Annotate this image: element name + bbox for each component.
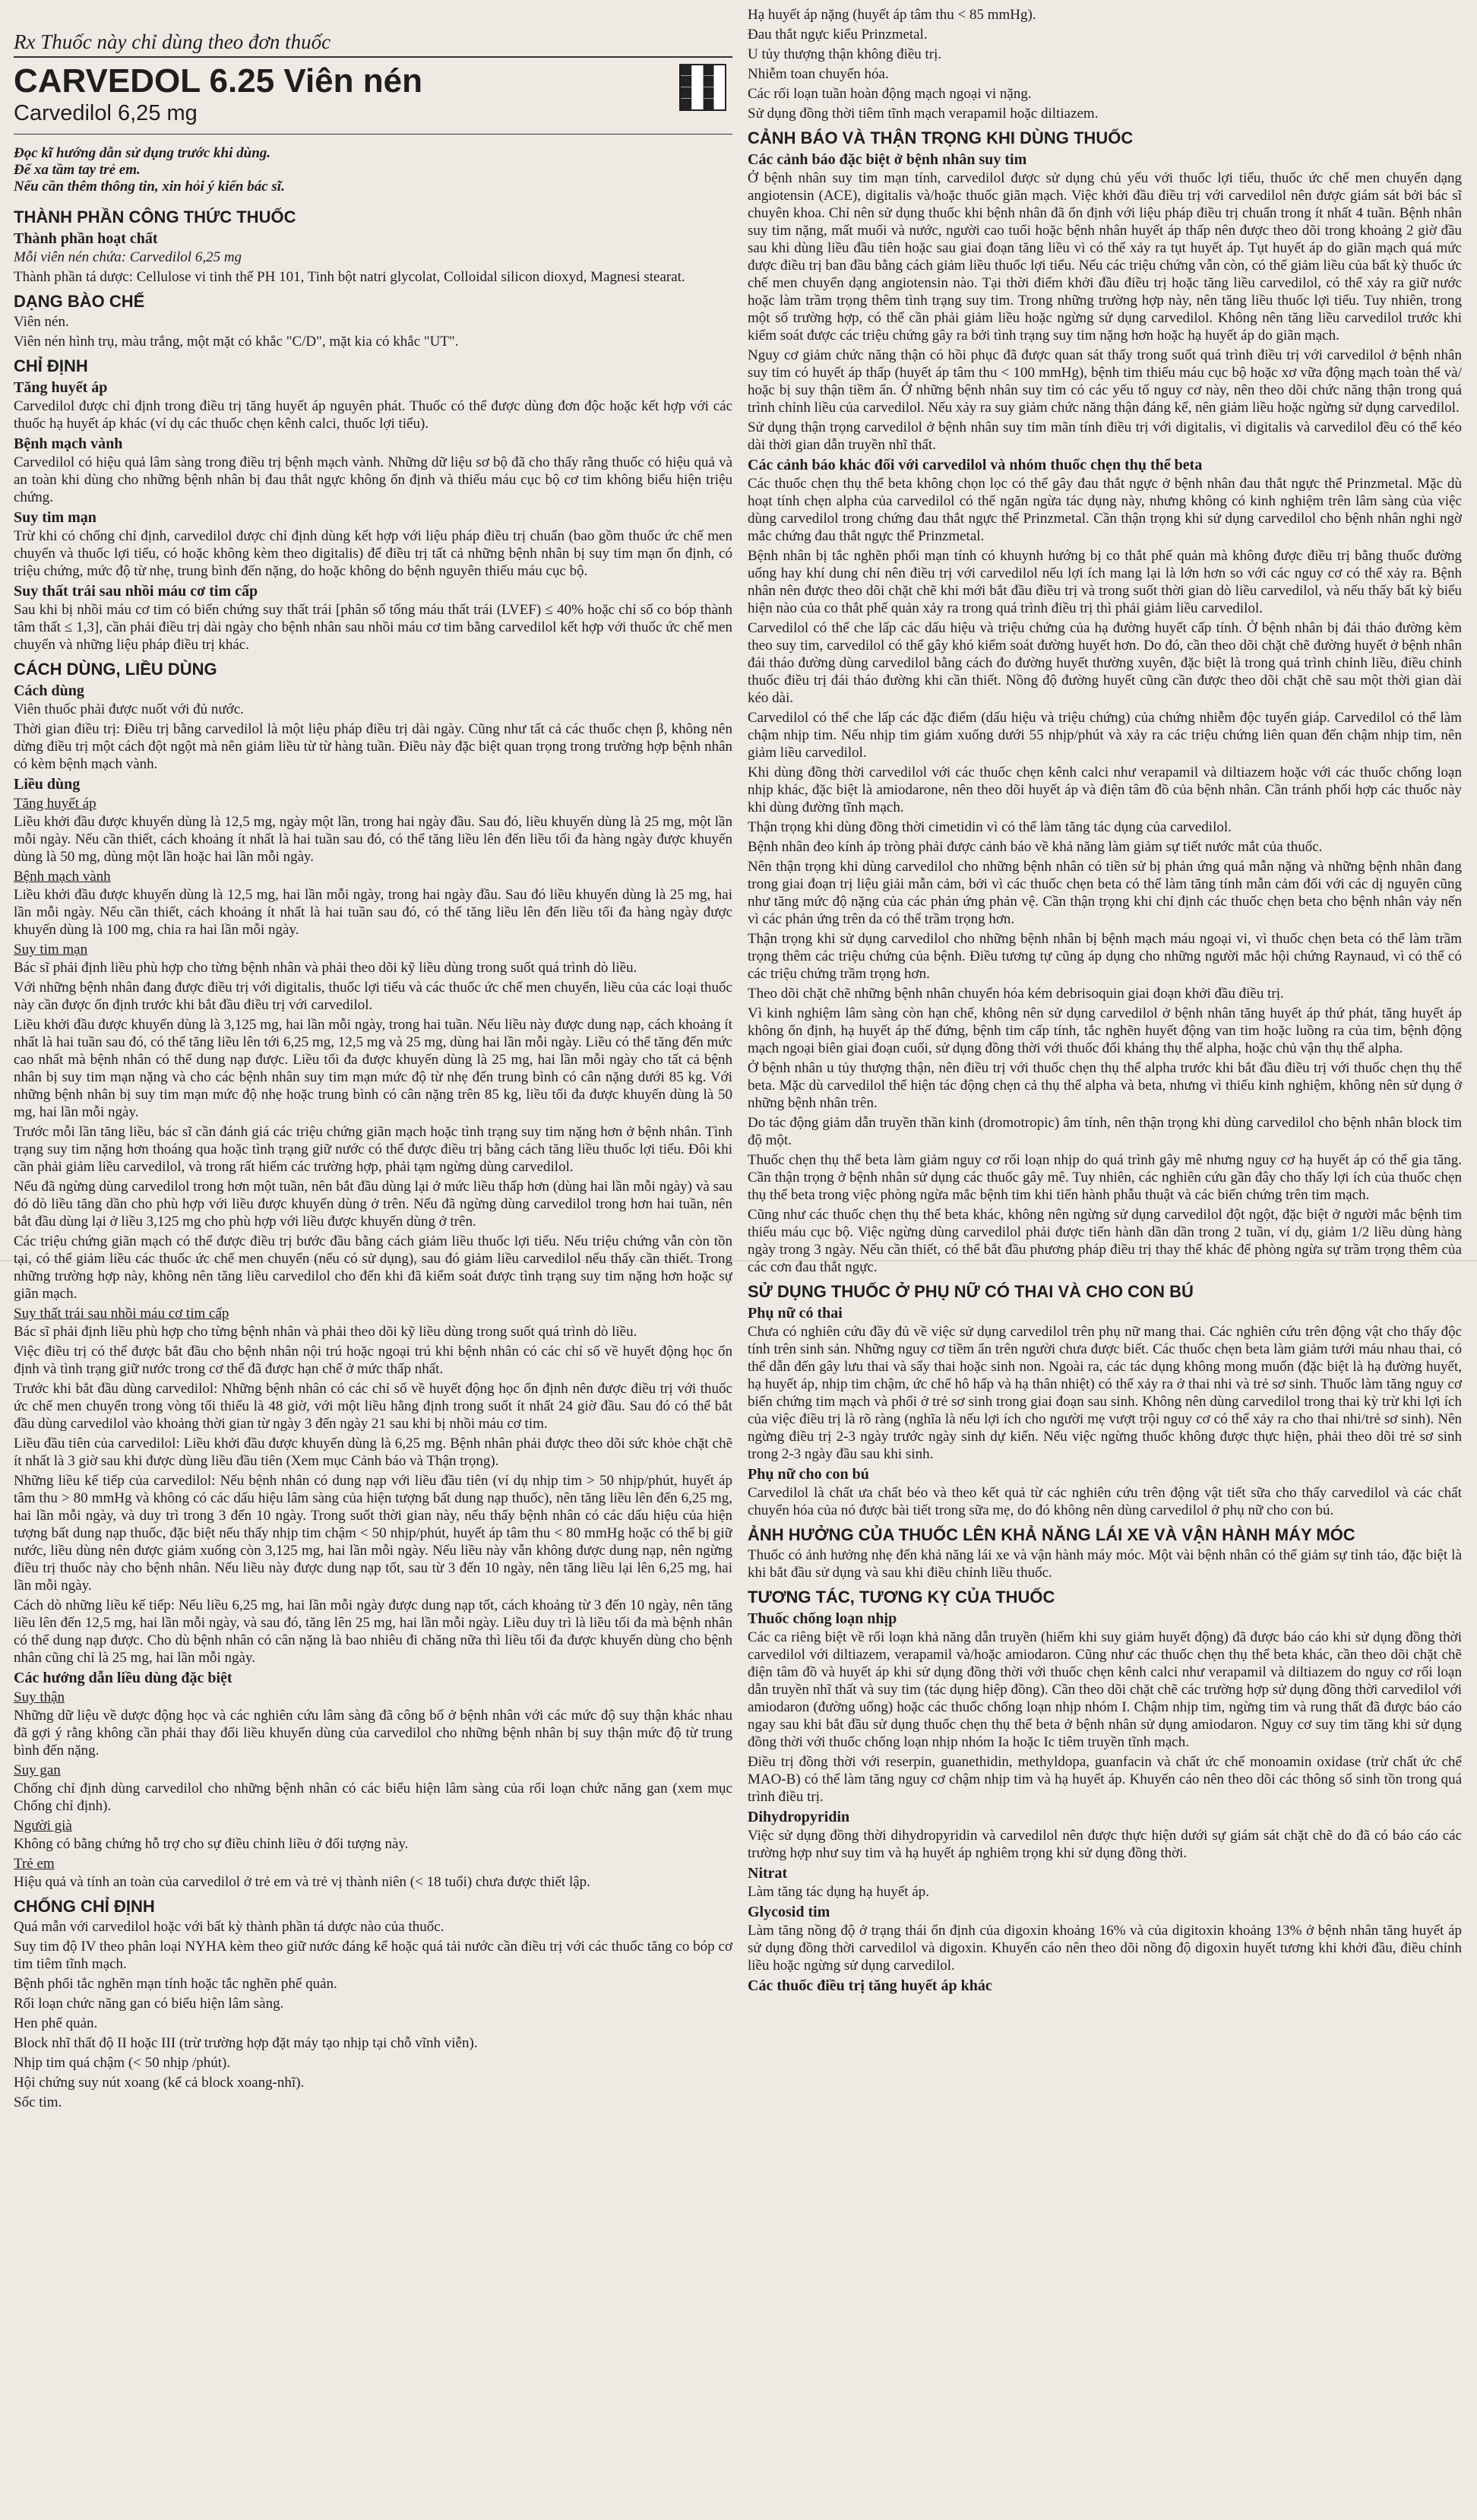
subheading: Dihydropyridin [748, 1809, 850, 1825]
product-header [14, 56, 732, 135]
list-item: Rối loạn chức năng gan có biểu hiện lâm sàng. [14, 1996, 284, 2012]
paragraph: Các triệu chứng giãn mạch có thể được điều trị bước đầu bằng cách giảm liều thuốc lợi tiểu. Nếu triệu chứng vẫn còn tồn tại, có thể giảm liều các thuốc ức chế men chuyển (nếu có sử dụng), sau đó giảm liều carvedilol nếu thấy cần thiết. Trong những trường hợp này, không nên tăng liều carvedilol cho đến khi đã kiểm soát được tình trạng suy tim nặng hơn hoặc sự giãn mạch. [14, 1233, 732, 1302]
right-column [748, 6, 1462, 2488]
section-heading: DẠNG BÀO CHẾ [14, 292, 145, 311]
underlined-heading: Suy gan [14, 1762, 61, 1778]
paragraph: Carvedilol có thể che lấp các đặc điểm (dấu hiệu và triệu chứng) của chứng nhiễm độc tuyến giáp. Carvedilol có thể làm chậm nhịp tim. Nếu nhịp tim giảm xuống dưới 55 nhịp/phút và xảy ra các triệu chứng liên quan đến chậm nhịp tim, nên giảm liều carvedilol. [748, 710, 1462, 761]
paragraph: Các ca riêng biệt về rối loạn khả năng dẫn truyền (hiếm khi suy giảm huyết động) đã được báo cáo khi sử dụng đồng thời carvedilol với diltiazem, verapamil và/hoặc amiodaron. Cũng như các thuốc chẹn thụ thể beta khác, cần theo dõi chặt chẽ điện tâm đồ và huyết áp khi sử dụng đồng thời với thuốc chẹn kênh calci như verapamil và diltiazem do nguy cơ rối loạn dẫn truyền nhĩ thất và suy tim (tác dụng hiệp đồng). Cần theo dõi chặt chẽ các trường hợp sử dụng đồng thời carvedilol với amiodaron (đường uống) hoặc các thuốc chống loạn nhịp nhóm I. Chậm nhịp tim, ngừng tim và rung thất đã được báo cáo ngay sau khi bắt đầu sử dụng thuốc chẹn thụ thể beta ở bệnh nhân sử dụng amiodaron. Nguy cơ suy tim tăng khi sử dụng đồng thời với thuốc chống loạn nhịp nhóm Ia hoặc Ic tiêm truyền tĩnh mạch. [748, 1629, 1462, 1750]
paragraph: Carvedilol có thể che lấp các dấu hiệu và triệu chứng của hạ đường huyết cấp tính. Ở bệnh nhân bị đái tháo đường kèm theo suy tim, carvedilol có thể gây khó kiểm soát đường huyết hơn. Do đó, cần theo dõi chặt chẽ đường huyết ở bệnh nhân đái tháo đường dùng carvedilol bằng cách đo đường huyết thường xuyên, đặc biệt là trong quá trình chỉnh liều, điều chỉnh thuốc điều trị đái tháo đường khi cần thiết. Nồng độ đường huyết cũng cần được theo dõi chặt chẽ sau một thời gian dài kéo dài. [748, 620, 1462, 706]
subheading: Phụ nữ cho con bú [748, 1466, 869, 1483]
paragraph: Việc sử dụng đồng thời dihydropyridin và carvedilol nên được thực hiện dưới sự giám sát chặt chẽ do đã có báo cáo các trường hợp như suy tim và hạ huyết áp nghiêm trọng khi sử dụng đồng thời. [748, 1828, 1462, 1861]
subheading: Các hướng dẫn liều dùng đặc biệt [14, 1670, 232, 1686]
paragraph: Nếu đã ngừng dùng carvedilol trong hơn một tuần, nên bắt đầu dùng lại ở mức liều thấp hơn (dùng hai lần mỗi ngày) và sau đó dò liều tăng dần cho phù hợp với liều được khuyến dùng ở trên. Nếu đã ngừng dùng carvedilol trong hơn hai tuần, nên bắt đầu dùng lại ở liều 3,125 mg cho phù hợp với liều được khuyến dùng ở trên. [14, 1179, 732, 1230]
subheading: Cách dùng [14, 682, 84, 699]
paragraph: Carvedilol được chỉ định trong điều trị tăng huyết áp nguyên phát. Thuốc có thể được dùng đơn độc hoặc kết hợp với các thuốc hạ huyết áp khác (ví dụ các thuốc chẹn kênh calci, thuốc lợi tiểu). [14, 398, 732, 432]
paragraph: Mỗi viên nén chứa: Carvedilol 6,25 mg [14, 249, 242, 265]
underlined-heading: Suy thận [14, 1689, 65, 1705]
section-heading: CHỈ ĐỊNH [14, 356, 88, 375]
paragraph: Làm tăng nồng độ ở trạng thái ổn định của digoxin khoảng 16% và của digitoxin khoảng 13% ở bệnh nhân tăng huyết áp sử dụng đồng thời carvedilol và digoxin. Khuyến cáo nên theo dõi nồng độ digoxin huyết tương khi khởi đầu, điều chỉnh liều hoặc ngừng sử dụng carvedilol. [748, 1923, 1462, 1974]
paragraph: Chưa có nghiên cứu đầy đủ về việc sử dụng carvedilol trên phụ nữ mang thai. Các nghiên cứu trên động vật cho thấy độc tính trên sinh sản. Những nguy cơ tiềm ẩn trên người chưa được biết. Các thuốc chẹn beta làm giảm tưới máu nhau thai, có thể dẫn đến gây lưu thai và sẩy thai hoặc sinh non. Ngoài ra, các tác dụng không mong muốn (đặc biệt là hạ đường huyết, hạ huyết áp, nhịp tim chậm, ức chế hô hấp và hạ thân nhiệt) có thể xảy ra ở thai nhi và trẻ sơ sinh. Thuốc làm tăng nguy cơ biến chứng tim mạch và phổi ở trẻ sơ sinh trong giai đoạn sau sinh. Không nên dùng carvedilol trong thai kỳ trừ khi lợi ích của việc điều trị là rõ ràng (nghĩa là nếu lợi ích cho người mẹ vượt trội nguy cơ có thể xảy ra cho thai nhi/trẻ sơ sinh). Nên ngừng điều trị 2-3 ngày trước ngày sinh dự kiến. Nếu việc ngừng thuốc không được thực hiện, phải theo dõi trẻ sơ sinh trong 2-3 ngày đầu sau khi sinh. [748, 1324, 1462, 1462]
list-item: Hội chứng suy nút xoang (kể cả block xoang-nhĩ). [14, 2075, 305, 2091]
subheading: Nitrat [748, 1865, 788, 1882]
underlined-heading: Suy tim mạn [14, 942, 88, 958]
paragraph: Thành phần tá dược: Cellulose vi tinh thể PH 101, Tinh bột natri glycolat, Colloidal silicon dioxyd, Magnesi stearat. [14, 269, 685, 285]
subheading: Suy tim mạn [14, 509, 96, 526]
subheading: Các cảnh báo đặc biệt ở bệnh nhân suy tim [748, 151, 1027, 168]
paragraph: Chống chỉ định dùng carvedilol cho những bệnh nhân có các biểu hiện lâm sàng của rối loạn chức năng gan (xem mục Chống chỉ định). [14, 1781, 732, 1814]
paragraph: Trước khi bắt đầu dùng carvedilol: Những bệnh nhân có các chỉ số về huyết động học ổn định nên được điều trị với thuốc ức chế men chuyển trong vòng tối thiểu là 48 giờ, với một liều hằng định trong suốt ít nhất 24 giờ đầu. Sau đó có thể bắt đầu dùng carvedilol vào khoảng thời gian từ ngày 3 đến ngày 21 sau khi bị nhồi máu cơ tim. [14, 1381, 732, 1432]
paragraph: Hiệu quả và tính an toàn của carvedilol ở trẻ em và trẻ vị thành niên (< 18 tuổi) chưa được thiết lập. [14, 1874, 590, 1890]
paragraph: Bác sĩ phải định liều phù hợp cho từng bệnh nhân và phải theo dõi kỹ liều dùng trong suốt quá trình dò liều. [14, 1324, 637, 1340]
paragraph: Viên nén hình trụ, màu trắng, một mặt có khắc "C/D", mặt kia có khắc "UT". [14, 334, 459, 350]
underlined-heading: Suy thất trái sau nhồi máu cơ tim cấp [14, 1306, 229, 1322]
paragraph: Nguy cơ giảm chức năng thận có hồi phục đã được quan sát thấy trong suốt quá trình điều trị với carvedilol ở bệnh nhân suy tim có huyết áp thấp (huyết áp tâm thu < 100 mmHg), bệnh tim thiếu máu cục bộ hoặc xơ vữa động mạch toàn thể và/ hoặc bị suy thận tiềm ẩn. Ở những bệnh nhân suy tim có các yếu tố nguy cơ này, nên theo dõi chức năng thận trong quá trình chỉnh liều của carvedilol. Nếu xảy ra suy giảm chức năng thận đáng kể, nên giảm liều hoặc ngừng sử dụng carvedilol. [748, 347, 1462, 416]
subheading: Các cảnh báo khác đối với carvedilol và nhóm thuốc chẹn thụ thể beta [748, 457, 1203, 473]
paragraph: Những dữ liệu về dược động học và các nghiên cứu lâm sàng đã công bố ở bệnh nhân với các mức độ suy thận khác nhau đã gợi ý rằng không cần phải thay đổi liều khuyến dùng của carvedilol cho những bệnh nhân bị suy thận mức độ từ trung bình đến nặng. [14, 1708, 732, 1759]
subheading: Thuốc chống loạn nhịp [748, 1610, 897, 1627]
warning-notes [14, 145, 732, 195]
paragraph: Với những bệnh nhân đang được điều trị với digitalis, thuốc lợi tiểu và các thuốc ức chế men chuyển, liều của các loại thuốc này cần được ổn định trước khi bắt đầu điều trị với carvedilol. [14, 980, 732, 1013]
paragraph: Sử dụng thận trọng carvedilol ở bệnh nhân suy tim mãn tính điều trị với digitalis, vì digitalis và carvedilol đều có thể kéo dài thời gian dẫn truyền nhĩ thất. [748, 419, 1462, 453]
paragraph: Các thuốc chẹn thụ thể beta không chọn lọc có thể gây đau thắt ngực ở bệnh nhân đau thắt ngực thể Prinzmetal. Mặc dù hoạt tính chẹn alpha của carvedilol có thể ngăn ngừa tác dụng này, nhưng không có kinh nghiệm trên lâm sàng của việc dùng carvedilol trong chứng đau thắt ngực thể Prinzmetal. Cần thận trọng khi sử dụng carvedilol cho bệnh nhân nghi ngờ mắc chứng đau thắt ngực thể Prinzmetal. [748, 476, 1462, 544]
product-subtitle: Carvedilol 6,25 mg [14, 101, 198, 125]
subheading: Phụ nữ có thai [748, 1305, 843, 1322]
paragraph: Thận trọng khi dùng đồng thời cimetidin vì có thể làm tăng tác dụng của carvedilol. [748, 819, 1232, 835]
checker-logo-icon [679, 64, 726, 111]
list-item: Block nhĩ thất độ II hoặc III (trừ trường hợp đặt máy tạo nhịp tại chỗ vĩnh viễn). [14, 2035, 478, 2051]
section-heading: SỬ DỤNG THUỐC Ở PHỤ NỮ CÓ THAI VÀ CHO CON BÚ [748, 1282, 1194, 1301]
paragraph: Những liều kế tiếp của carvedilol: Nếu bệnh nhân có dung nạp với liều đầu tiên (ví dụ nhịp tim > 50 nhịp/phút, huyết áp tâm thu > 80 mmHg và không có các dấu hiệu lâm sàng của hiện tượng bất dung nạp thuốc), nên tăng liều lên đến 6,25 mg, hai lần mỗi ngày, và duy trì trong 3 đến 10 ngày. Trong suốt thời gian này, nếu thấy bệnh nhân có các dấu hiệu của hiện tượng bất dung nạp thuốc, đặc biệt nếu thấy nhịp tim chậm < 50 nhịp/phút, huyết áp tâm thu < 80 mmHg hoặc có thể bị giữ nước, liều dùng nên được giảm xuống còn 3,125 mg, hai lần mỗi ngày. Nếu liều này vẫn không được dung nạp, nên ngừng điều trị thuốc này cho bệnh nhân. Nếu liều này được dung nạp tốt, sau từ 3 đến 10 ngày, nên tăng liều lại lên 6,25 mg, hai lần mỗi ngày. [14, 1473, 732, 1594]
paragraph: Viên thuốc phải được nuốt với đủ nước. [14, 701, 244, 717]
paragraph: Cũng như các thuốc chẹn thụ thể beta khác, không nên ngừng sử dụng carvedilol đột ngột, đặc biệt ở người mắc bệnh tim thiếu máu cục bộ. Việc ngừng dùng carvedilol phải được tiến hành dần dần trong 2 tuần, ví dụ, giảm 1/2 liều dùng hàng ngày trong 3 ngày. Nếu cần thiết, có thể bắt đầu phương pháp điều trị thay thế khác để phòng ngừa sự trầm trọng thêm của các cơn đau thắt ngực. [748, 1207, 1462, 1275]
section-heading: CẢNH BÁO VÀ THẬN TRỌNG KHI DÙNG THUỐC [748, 128, 1134, 147]
paragraph: Nên thận trọng khi dùng carvedilol cho những bệnh nhân có tiền sử bị phản ứng quá mẫn nặng và những bệnh nhân đang trong giai đoạn trị liệu giải mẫn cảm, bởi vì các thuốc chẹn beta có thể làm tăng tính mẫn cảm đối với các dị nguyên cũng như tăng mức độ nặng của các phản ứng phản vệ. Cần thận trọng khi chỉ định các thuốc chẹn beta cho bệnh nhân vảy nến vì các phản ứng trên da có thể trầm trọng hơn. [748, 859, 1462, 927]
paragraph: Điều trị đồng thời với reserpin, guanethidin, methyldopa, guanfacin và chất ức chế monoamin oxidase (trừ chất ức chế MAO-B) có thể làm tăng nguy cơ chậm nhịp tim và hạ huyết áp. Khuyến cáo nên theo dõi các thông số sinh tồn trong quá trình điều trị. [748, 1754, 1462, 1805]
note-line: Đọc kĩ hướng dẫn sử dụng trước khi dùng. [14, 145, 271, 161]
underlined-heading: Trẻ em [14, 1856, 55, 1872]
subheading: Suy thất trái sau nhồi máu cơ tim cấp [14, 583, 258, 600]
underlined-heading: Tăng huyết áp [14, 796, 96, 812]
subheading: Bệnh mạch vành [14, 435, 123, 452]
list-item: Sử dụng đồng thời tiêm tĩnh mạch verapamil hoặc diltiazem. [748, 106, 1099, 122]
section-heading: TƯƠNG TÁC, TƯƠNG KỴ CỦA THUỐC [748, 1588, 1055, 1607]
subheading: Tăng huyết áp [14, 379, 108, 396]
paragraph: Sau khi bị nhồi máu cơ tim có biến chứng suy thất trái [phân số tống máu thất trái (LVEF) ≤ 40% hoặc chỉ số co bóp thành tâm thất ≤ 1,3], cần phải điều trị dài ngày cho bệnh nhân sau nhồi máu cơ tim bằng carvedilol kết hợp với thuốc ức chế men chuyển và những liệu pháp điều trị khác. [14, 602, 732, 653]
section-heading: CHỐNG CHỈ ĐỊNH [14, 1897, 155, 1916]
paragraph: Không có bằng chứng hỗ trợ cho sự điều chỉnh liều ở đối tượng này. [14, 1836, 409, 1852]
list-item: Nhịp tim quá chậm (< 50 nhịp /phút). [14, 2055, 231, 2071]
list-item: Suy tim độ IV theo phân loại NYHA kèm theo giữ nước đáng kể hoặc quá tải nước cần điều trị với các thuốc tăng co bóp cơ tim tiêm tĩnh mạch. [14, 1939, 732, 1972]
underlined-heading: Người già [14, 1818, 72, 1834]
subheading: Glycosid tim [748, 1904, 830, 1920]
list-item: Bệnh phổi tắc nghẽn mạn tính hoặc tắc nghẽn phế quản. [14, 1976, 337, 1992]
paragraph: Liều khởi đầu được khuyến dùng là 3,125 mg, hai lần mỗi ngày, trong hai tuần. Nếu liều này được dung nạp, cách khoảng ít nhất là hai tuần sau đó, có thể tăng liều lên tới 6,25 mg, 12,5 mg và 25 mg, dùng hai lần mỗi ngày. Liều có thể tăng đến mức cao nhất mà bệnh nhân có thể dung nạp được. Liều tối đa được khuyến dùng là 25 mg, hai lần mỗi ngày cho tất cả bệnh nhân bị suy tim mạn nặng và cho các bệnh nhân suy tim mạn mức độ từ nhẹ đến trung bình có cân nặng dưới 85 kg. Với những bệnh nhân bị suy tim mạn mức độ nhẹ hoặc trung bình có cân nặng trên 85 kg, liều tối đa được khuyến dùng là 50 mg, hai lần mỗi ngày. [14, 1017, 732, 1120]
paragraph: Bác sĩ phải định liều phù hợp cho từng bệnh nhân và phải theo dõi kỹ liều dùng trong suốt quá trình dò liều. [14, 960, 637, 976]
paragraph: Thuốc chẹn thụ thể beta làm giảm nguy cơ rối loạn nhịp do quá trình gây mê nhưng nguy cơ hạ huyết áp có thể gia tăng. Cần thận trọng ở bệnh nhân sử dụng các thuốc gây mê. Tuy nhiên, các nghiên cứu gần đây cho thấy lợi ích của thuốc chẹn thụ thể beta trong việc phòng ngừa mắc bệnh tim khi tiến hành phẫu thuật và các biến chứng trên tim mạch. [748, 1152, 1462, 1203]
paragraph: Thận trọng khi sử dụng carvedilol cho những bệnh nhân bị bệnh mạch máu ngoại vi, vì thuốc chẹn beta có thể làm trầm trọng thêm các triệu chứng của bệnh. Điều tương tự cũng áp dụng cho những người mắc hội chứng Raynaud, vì có thể có các triệu chứng trầm trọng hơn. [748, 931, 1462, 982]
subheading: Thành phần hoạt chất [14, 230, 158, 247]
paragraph: Ở bệnh nhân u tủy thượng thận, nên điều trị với thuốc chẹn thụ thể alpha trước khi bắt đầu điều trị với thuốc chẹn thụ thể beta. Mặc dù carvedilol thể hiện tác động chẹn cả thụ thể alpha và beta, nhưng vì thiếu kinh nghiệm, không nên sử dụng ở những bệnh nhân trên. [748, 1060, 1462, 1111]
underlined-heading: Bệnh mạch vành [14, 869, 111, 885]
product-title: CARVEDOL 6.25 Viên nén [14, 62, 422, 100]
paragraph: Khi dùng đồng thời carvedilol với các thuốc chẹn kênh calci như verapamil và diltiazem hoặc với các thuốc chống loạn nhịp khác, đặc biệt là amiodarone, nên theo dõi huyết áp và điện tâm đồ của bệnh nhân. Cần tránh phối hợp các thuốc này khi dùng đường tĩnh mạch. [748, 765, 1462, 815]
paragraph: Liều khởi đầu được khuyến dùng là 12,5 mg, hai lần mỗi ngày, trong hai ngày đầu. Sau đó liều khuyến dùng là 25 mg, hai lần mỗi ngày. Nếu cần thiết, cách khoảng ít nhất là hai tuần sau đó, có thể tăng liều lên đến liều tối đa hàng ngày được khuyến dùng là 100 mg, chia ra hai lần mỗi ngày. [14, 887, 732, 938]
paragraph: Trước mỗi lần tăng liều, bác sĩ cần đánh giá các triệu chứng giãn mạch hoặc tình trạng suy tim nặng hơn ở bệnh nhân. Tình trạng suy tim nặng hơn thoáng qua hoặc tình trạng giữ nước có thể được điều trị bằng cách tăng liều thuốc lợi tiểu. Đôi khi cần phải giảm liều carvedilol, và trong rất hiếm các trường hợp, phải tạm ngừng dùng carvedilol. [14, 1124, 732, 1175]
list-item: Đau thắt ngực kiểu Prinzmetal. [748, 27, 928, 43]
paragraph: Làm tăng tác dụng hạ huyết áp. [748, 1884, 930, 1900]
section-heading: CÁCH DÙNG, LIỀU DÙNG [14, 660, 217, 679]
rx-note: Rx Thuốc này chỉ dùng theo đơn thuốc [14, 30, 331, 53]
paragraph: Liều khởi đầu được khuyến dùng là 12,5 mg, ngày một lần, trong hai ngày đầu. Sau đó, liều khuyến dùng là 25 mg, một lần mỗi ngày. Nếu cần thiết, cách khoảng ít nhất là hai tuần sau đó, có thể tăng liều lên đến liều tối đa hàng ngày được khuyến dùng là 50 mg, dùng một lần hoặc hai lần mỗi ngày. [14, 814, 732, 865]
list-item: Sốc tim. [14, 2094, 62, 2110]
paragraph: Bệnh nhân đeo kính áp tròng phải được cảnh báo về khả năng làm giảm sự tiết nước mắt của thuốc. [748, 839, 1323, 855]
paragraph: Thuốc có ảnh hưởng nhẹ đến khả năng lái xe và vận hành máy móc. Một vài bệnh nhân có thể giảm sự tỉnh táo, đặc biệt là khi bắt đầu sử dụng và sau khi điều chỉnh liều thuốc. [748, 1547, 1462, 1581]
note-line: Nếu cần thêm thông tin, xin hỏi ý kiến bác sĩ. [14, 179, 285, 195]
section-heading: THÀNH PHẦN CÔNG THỨC THUỐC [14, 207, 296, 226]
paragraph: Viên nén. [14, 314, 69, 330]
paragraph: Theo dõi chặt chẽ những bệnh nhân chuyển hóa kém debrisoquin giai đoạn khởi đầu điều trị. [748, 986, 1284, 1002]
paragraph: Bệnh nhân bị tắc nghẽn phổi mạn tính có khuynh hướng bị co thắt phế quản mà không được điều trị bằng thuốc đường uống hay khí dung chỉ nên điều trị với carvedilol nếu lợi ích mang lại là lớn hơn so với các nguy cơ có thể xảy ra. Bệnh nhân nên được theo dõi chặt chẽ khi mới bắt đầu điều trị và trong suốt thời gian dò liều carvedilol, và nếu thấy bất kỳ biểu hiện nào của co thắt phế quản xảy ra trong quá trình điều trị thì phải giảm liều carvedilol. [748, 548, 1462, 616]
list-item: Các rối loạn tuần hoàn động mạch ngoại vi nặng. [748, 86, 1032, 102]
paragraph: Thời gian điều trị: Điều trị bằng carvedilol là một liệu pháp điều trị dài ngày. Cũng như tất cả các thuốc chẹn β, không nên dừng điều trị một cách đột ngột mà nên giảm liều từ từ hàng tuần. Điều này đặc biệt quan trọng trong trường hợp bệnh nhân có kèm bệnh mạch vành. [14, 721, 732, 772]
paragraph: Trừ khi có chống chỉ định, carvedilol được chỉ định dùng kết hợp với liệu pháp điều trị chuẩn (bao gồm thuốc ức chế men chuyển và thuốc lợi tiểu, có hoặc không kèm theo digitalis) để điều trị tất cả những bệnh nhân bị suy tim mạn ổn định, có triệu chứng, mức độ từ nhẹ, trung bình đến nặng, do hoặc không do bệnh nguyên thiếu máu cục bộ. [14, 528, 732, 579]
list-item: Hạ huyết áp nặng (huyết áp tâm thu < 85 mmHg). [748, 7, 1036, 23]
paragraph: Việc điều trị có thể được bắt đầu cho bệnh nhân nội trú hoặc ngoại trú khi bệnh nhân có các chỉ số về huyết động học ổn định và tình trạng giữ nước trong cơ thể đã được hạn chế ở mức thấp nhất. [14, 1344, 732, 1377]
list-item: Quá mẫn với carvedilol hoặc với bất kỳ thành phần tá dược nào của thuốc. [14, 1919, 444, 1935]
paragraph: Carvedilol là chất ưa chất béo và theo kết quả từ các nghiên cứu trên động vật tiết sữa cho thấy carvedilol và các chất chuyển hóa của nó được bài tiết trong sữa mẹ, do đó không nên dùng carvedilol ở phụ nữ cho con bú. [748, 1485, 1462, 1518]
paragraph: Carvedilol có hiệu quả lâm sàng trong điều trị bệnh mạch vành. Những dữ liệu sơ bộ đã cho thấy rằng thuốc có hiệu quả và an toàn khi dùng cho những bệnh nhân bị đau thắt ngực không ổn định và thiếu máu cục bộ cơ tim không biểu hiện triệu chứng. [14, 454, 732, 505]
section-heading: ẢNH HƯỞNG CỦA THUỐC LÊN KHẢ NĂNG LÁI XE VÀ VẬN HÀNH MÁY MÓC [748, 1525, 1355, 1544]
left-column [14, 30, 732, 2512]
subheading: Liều dùng [14, 776, 81, 793]
paragraph: Ở bệnh nhân suy tim mạn tính, carvedilol được sử dụng chủ yếu với thuốc lợi tiểu, thuốc ức chế men chuyển dạng angiotensin (ACE), digitalis và/hoặc thuốc giãn mạch. Việc khởi đầu điều trị với carvedilol nên được giám sát bởi bác sĩ chuyên khoa. Chỉ nên sử dụng thuốc khi bệnh nhân đã ổn định với liệu pháp điều trị chuẩn trong ít nhất 4 tuần. Bệnh nhân suy tim nặng, mất muối và nước, người cao tuổi hoặc bệnh nhân huyết áp thấp nên được theo dõi trong khoảng 2 giờ đầu sau khi dùng liều đầu tiên hoặc sau giai đoạn tăng liều vì có thể xảy ra tụt huyết áp. Tụt huyết áp do giãn mạch quá mức được điều trị ban đầu bằng cách giảm liều thuốc lợi tiểu. Nếu các triệu chứng vẫn còn, có thể giảm liều của bất kỳ thuốc ức chế men chuyển dạng angiotensin nào. Tại thời điểm khởi đầu điều trị hoặc tăng liều carvedilol, có thể xảy ra giữ nước hoặc làm trầm trọng thêm tình trạng suy tim. Trong những trường hợp này, nên tăng liều thuốc lợi tiểu. Tuy nhiên, trong một số trường hợp, có thể cần phải giảm liều hoặc ngừng sử dụng carvedilol. Không nên tăng liều carvedilol trước khi kiểm soát được các triệu chứng gây ra bởi tình trạng suy tim nặng hơn hoặc hạ huyết áp do giãn mạch. [748, 170, 1462, 343]
paragraph: Liều đầu tiên của carvedilol: Liều khởi đầu được khuyến dùng là 6,25 mg. Bệnh nhân phải được theo dõi sức khỏe chặt chẽ ít nhất là 3 giờ sau khi được dùng liều đầu tiên (Xem mục Cảnh báo và Thận trọng). [14, 1436, 732, 1469]
note-line: Để xa tầm tay trẻ em. [14, 162, 141, 178]
list-item: U tủy thượng thận không điều trị. [748, 46, 942, 62]
paragraph: Vì kinh nghiệm lâm sàng còn hạn chế, không nên sử dụng carvedilol ở bệnh nhân tăng huyết áp thứ phát, tăng huyết áp không ổn định, hạ huyết áp thế đứng, bệnh tim cấp tính, tắc nghẽn huyết động van tim hoặc luồng ra của tim, bệnh động mạch ngoại biên giai đoạn cuối, sử dụng đồng thời với thuốc đối kháng thụ thể alpha, hoặc chủ vận thụ thể alpha. [748, 1005, 1462, 1056]
paragraph: Do tác động giảm dẫn truyền thần kinh (dromotropic) âm tính, nên thận trọng khi dùng carvedilol cho bệnh nhân block tim độ một. [748, 1115, 1462, 1148]
subheading: Các thuốc điều trị tăng huyết áp khác [748, 1977, 992, 1994]
list-item: Hen phế quản. [14, 2015, 98, 2031]
list-item: Nhiễm toan chuyển hóa. [748, 66, 889, 82]
paragraph: Cách dò những liều kế tiếp: Nếu liều 6,25 mg, hai lần mỗi ngày được dung nạp tốt, cách khoảng từ 3 đến 10 ngày, nên tăng liều lên đến 12,5 mg, hai lần mỗi ngày, và sau đó, tăng lên 25 mg, hai lần mỗi ngày. Liều duy trì là liều tối đa mà bệnh nhân có thể dung nạp được. Cho dù bệnh nhân có cân nặng là bao nhiêu đi chăng nữa thì liều tối đa được khuyến dùng cho bệnh nhân cũng chỉ là 25 mg, hai lần mỗi ngày. [14, 1597, 732, 1666]
